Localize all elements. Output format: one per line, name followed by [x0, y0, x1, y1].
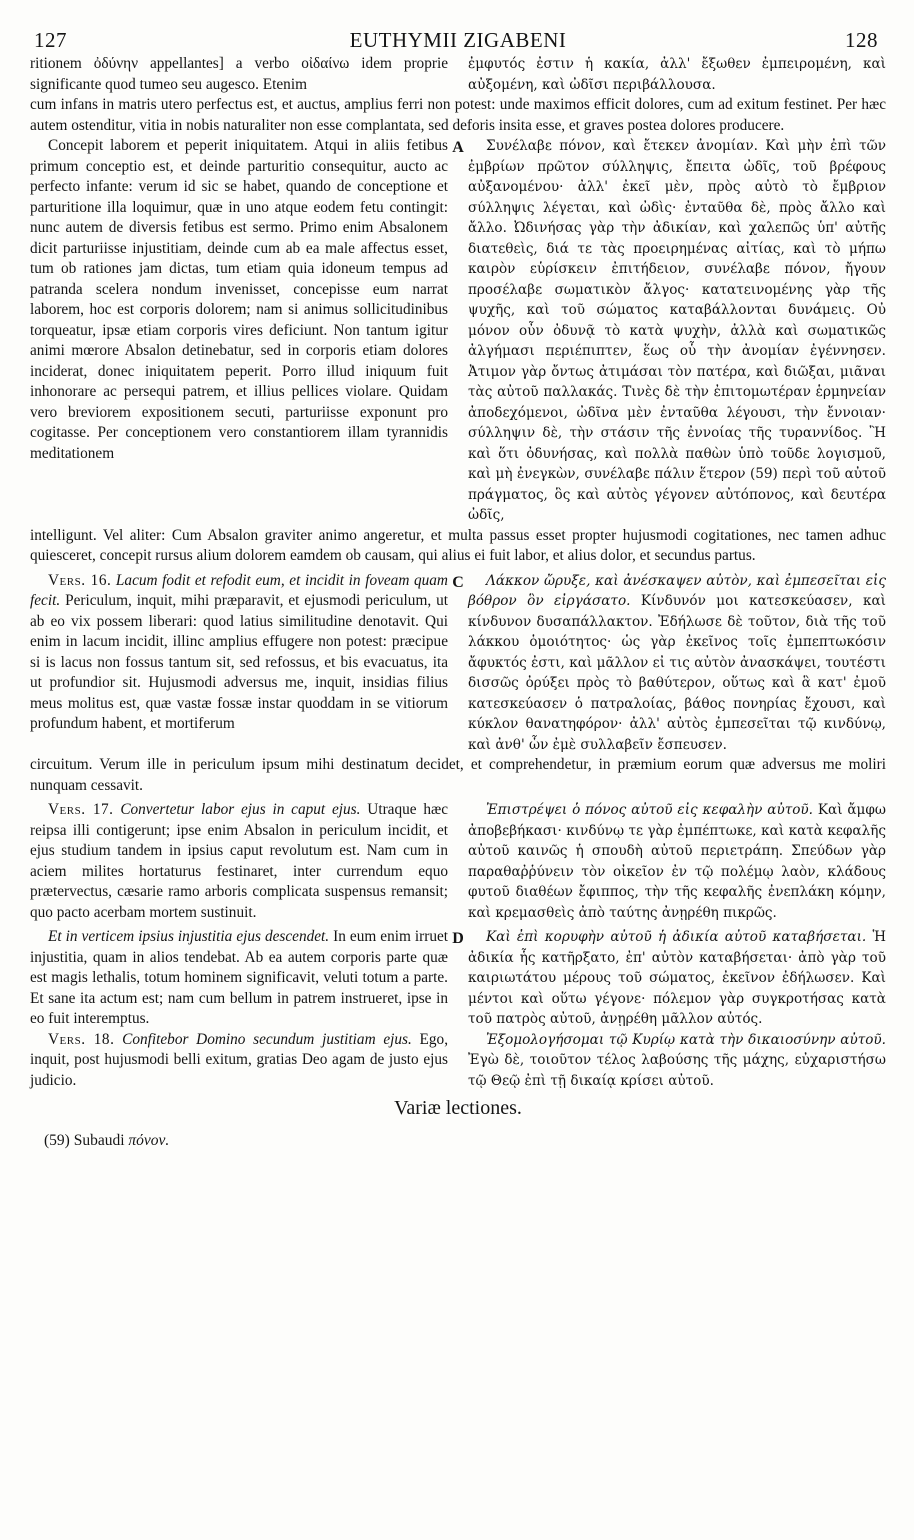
running-header	[30, 28, 886, 54]
latin-column: Concepit laborem et peperit iniquitatem. Atqui in aliis fetibus primum conceptio est, et deinde parturitio consequitur, aucto ac perfecto infante: verum id sic se habet, quando de conceptione et parturitione illa loquimur, quæ in uno atque eodem fetu contingit: nunc autem de diversis fetibus est sermo. Primo enim Absalonem dicit parturiisse injustitiam, deinde cum ab ea male affectus esset, tum ob rationes jam dictas, tum etiam quia idoneum tempus ad patranda scelera nondum invenisset, concepisse eum narrat laborem, hoc est corporis dolorem; nam si animus sollicitudinibus torqueatur, ipsæ etiam corporis vires deficiunt. Non tantum igitur animi mœrore Absalon detinebatur, sed in corporis etiam dolores inciderat, donec iniquitatem peperit. Porro illud iniquum fuit inhonorare ac persequi patrem, et illius pellices violare. Quidam vero breviorem expositionem secuti, parturiisse exponunt pro cogitasse. Per conceptionem vero constantiorem illam tyrannidis meditationem	[30, 137, 448, 462]
footnote	[30, 1132, 886, 1150]
margin-marker-a: A	[452, 139, 464, 156]
top-block	[30, 54, 886, 136]
latin-lemma: Confitebor Domino secundum justitiam ejus.	[122, 1030, 412, 1048]
block-a	[30, 136, 886, 567]
footnote-number: (59)	[44, 1132, 70, 1149]
footnote-text: Subaudi	[73, 1132, 125, 1149]
latin-text: Ego, inquit, post hujusmodi belli exitum, gratias Deo agam de justo ejus judicio.	[30, 1030, 449, 1089]
margin-marker-c: C	[452, 573, 464, 591]
latin-column	[30, 927, 448, 1091]
latin-column	[30, 571, 448, 756]
greek-column: Συνέλαβε πόνον, καὶ ἔτεκεν ἀνομίαν. Καὶ μὴν ἐπὶ τῶν ἐμβρίων πρῶτον σύλληψις, ἔπειτα ὠδῖς, τοῦ βρέφους αὐξανομένου· ἀλλ' ἐκεῖ μὲν, πρὸς αὐτὸ τὸ ἔμβριον σύλληψις λέγεται, καὶ ὠδὶς· ἐνταῦθα δὲ, πρὸς ἄλλο καὶ ἄλλο. Ὠδινήσας γὰρ τὴν ἀδικίαν, καὶ χαλεπῶς ὑπ' αὐτῆς διατεθεὶς, διά τε τὰς προειρημένας αἰτίας, καὶ τὸ μήπω καιρὸν εὑρίσκειν ἐπιτήδειον, συνέλαβε πόνον, ἤγουν προσέλαβε σωματικὸν ἄλγος· κατατεινομένης γὰρ τῆς ψυχῆς, καὶ τοῦ σώματος καταβάλλονται δυνάμεις. Οὐ μόνον οὖν ὀδυνᾷ τὸ κατὰ ψυχὴν, ἀλλὰ καὶ σωματικῶς ἀλγήμασι περιέπιπτεν, ἕως οὗ τὴν ἀνομίαν ἐγέννησεν. Ἀτιμον γὰρ ὄντως ἀτιμάσαι τὸν πατέρα, καὶ διῶξαι, μιᾶναι τὰς αὐτοῦ παλλακάς. Τινὲς δὲ τὴν ἐπιτομωτέραν ἑρμηνείαν ἀποδεχόμενοι, ὠδῖνα μὲν ἐνταῦθα λέγουσι, τὴν ἔννοιαν· σύλληψιν δὲ, τὴν στάσιν τῆς ἐννοίας τῆς τυραννίδος. Ἢ καὶ ὅτι ὀδυνήσας, καὶ πολλὰ παθὼν ὑπὸ τοῦδε λογισμοῦ, καὶ μὴ ἐνεγκὼν, συνέλαβε πάλιν ἕτερον (59) περὶ τοῦ αὐτοῦ πράγματος, ὃς καὶ αὐτὸς γέγονεν αὐτόπονος, καὶ δευτέρα ὠδῖς,	[468, 138, 886, 523]
running-title: EUTHYMII ZIGABENI	[349, 28, 567, 52]
greek-text: Καὶ ἄμφω ἀποβεβήκασι· κινδύνῳ τε γὰρ ἐμπέπτωκε, καὶ κατὰ κεφαλῆς αὐτοῦ καινῶς ἡ σπουδὴ αὐτοῦ περιετράπη. Σπεύδων γὰρ παραθαῤῥύνειν τὸν οἰκεῖον ἐν τῷ πολέμῳ λαὸν, κλάδους φυτοῦ διαθέων ἔφιππος, τὴν τῆς κεφαλῆς ἐνεπλάκη κόμην, καὶ κρεμασθεὶς ἀπὸ ταύτης ἀνῃρέθη πικρῶς.	[468, 802, 886, 921]
block-d	[30, 927, 886, 1091]
latin-text: In eum enim irruet injustitia, quam in alios tendebat. Ab ea autem corporis parte quæ est magis lethalis, totum hominem significavit, veluti totum a parte. Et sane ita actum est; nam cum bellum in patrem instrueret, ipse in eo fuit interemptus.	[30, 928, 449, 1027]
latin-full-width: intelligunt. Vel aliter: Cum Absalon graviter animo angeretur, et multa passus esset propter hujusmodi cogitationes, nec tamen adhuc quiesceret, concepit rursus alium dolorem eamdem ob causam, qui alius ei fuit labor, et alius dolor, et secundus partus.	[30, 526, 886, 564]
greek-lemma: Καὶ ἐπὶ κορυφὴν αὐτοῦ ἡ ἀδικία αὐτοῦ καταβήσεται.	[486, 929, 867, 945]
greek-lemma: Ἐξομολογήσομαι τῷ Κυρίῳ κατὰ τὴν δικαιοσύνην αὐτοῦ.	[486, 1031, 886, 1048]
greek-lemma: Ἐπιστρέψει ὁ πόνος αὐτοῦ εἰς κεφαλὴν αὐτοῦ.	[486, 802, 813, 818]
footnote-greek: πόνον.	[128, 1132, 170, 1149]
margin-marker-d: D	[452, 930, 464, 947]
greek-text: Ἡ ἀδικία ἧς κατῆρξατο, ἐπ' αὐτὸν καταβήσεται· ἀπὸ γὰρ τοῦ καιριωτάτου μέρους τοῦ σώματος, ἐκεῖνον ἐδήλωσεν. Καὶ μέντοι καὶ οὕτω γέγονε· πόλεμον γὰρ συγκροτήσας κατὰ τοῦ πατρὸς αὐτοῦ, ἀνῃρέθη μᾶλλον αὐτός.	[468, 929, 886, 1027]
latin-lemma: Lacum fodit et refodit eum, et incidit in foveam quam fecit.	[30, 571, 448, 609]
latin-column: ritionem ὀδύνην appellantes] a verbo οἰδαίνω idem proprie significante quod tumeo seu augesco. Etenim	[30, 55, 448, 93]
latin-column	[30, 800, 448, 923]
greek-text: Ἐγὼ δὲ, τοιοῦτον τέλος λαβούσης τῆς μάχης, εὐχαριστήσω τῷ Θεῷ ἐπὶ τῇ δικαίᾳ κρίσει αὐτοῦ.	[468, 1052, 886, 1089]
greek-column	[468, 800, 886, 923]
greek-column: ἐμφυτός ἐστιν ἡ κακία, ἀλλ' ἔξωθεν ἐμπειρομένη, καὶ αὐξομένη, καὶ ὠδῖσι περιβάλλουσα.	[468, 56, 886, 93]
greek-text: Κίνδυνόν μοι κατεσκεύασεν, καὶ κίνδυνον δυσαπάλλακτον. Ἐδήλωσε δὲ τοῦτον, διὰ τῆς τοῦ λάκκου ὁμοιότητος· ὡς γὰρ ἐκεῖνος τοῖς ἐμπεπτωκόσιν ἄφυκτός ἐστι, καὶ μᾶλλον εἰ τις αὐτὸν ἀνασκάψει, τουτέστι δισσῶς ὀρύξει πρὸς τὸ βαθύτερον, οὕτως καὶ ἃ κατ' ἐμοῦ κατεσκεύασεν ὁ πατραλοίας, βάθος πονηρίας ἔχουσι, καὶ κύκλον θανατηφόρον· ἀλλ' αὐτὸς ἐμπεσεῖται τῷ κινδύνῳ, καὶ ἀνθ' ὧν ἐμὲ συλλαβεῖν ἔσπευσεν.	[468, 593, 886, 753]
latin-full-width: cum infans in matris utero perfectus est, et auctus, amplius ferri non potest: unde maximos efficit dolores, cum ad exitum festinet. Per hæc autem ostenditur, vitia in nobis naturaliter non esse complantata, sed deforis insita esse, et graves postea dolores producere.	[30, 96, 886, 134]
greek-column	[468, 571, 886, 756]
page	[30, 28, 886, 1150]
variae-lectiones-heading: Variæ lectiones.	[394, 1097, 522, 1119]
page-number-left: 127	[34, 28, 67, 52]
greek-column	[468, 927, 886, 1091]
greek-lemma: Λάκκον ὤρυξε, καὶ ἀνέσκαψεν αὐτὸν, καὶ ἐμπεσεῖται εἰς βόθρον ὃν εἰργάσατο.	[468, 572, 886, 609]
latin-text: Utraque hæc reipsa illi contigerunt; ipse enim Absalon in periculum incidit, et ejus studium tandem in ipsius caput revolutum est. Nam cum in aciem milites hortaturus festinaret, inter currendum equo prætervectus, cæsarie ramo arboris complicata suspensus remansit; quo pacto acerbam mortem sustinuit.	[30, 801, 449, 921]
latin-full-width: circuitum. Verum ille in periculum ipsum mihi destinatum decidet, et comprehendetur, in præmium eorum quæ adversus me moliri nunquam cessavit.	[30, 756, 886, 794]
latin-lemma: Convertetur labor ejus in caput ejus.	[120, 801, 361, 818]
block-vers-17	[30, 800, 886, 923]
latin-text: Periculum, inquit, mihi præparavit, et ejusmodi periculum, ut ab eo vix possem liberari: quod latius similitudine denotavit. Qui enim in lacum incidit, illinc amplius effugere non potest: præcipue si is lacus non fossus tantum sit, sed refossus, et bis evacuatus, ita ut profundior sit. Hujusmodi adversus me, inquit, insidias filius meus molitus est, quæ vastæ fossæ instar quoddam in se vitiorum profundum habent, et mortiferum	[30, 592, 448, 732]
verse-label: Vers. 17.	[48, 801, 114, 818]
verse-label: Vers. 18.	[48, 1030, 115, 1048]
verse-label: Vers. 16.	[48, 571, 112, 589]
latin-lemma: Et in verticem ipsius injustitia ejus descendet.	[48, 928, 330, 945]
block-c	[30, 571, 886, 797]
page-number-right: 128	[845, 28, 878, 52]
